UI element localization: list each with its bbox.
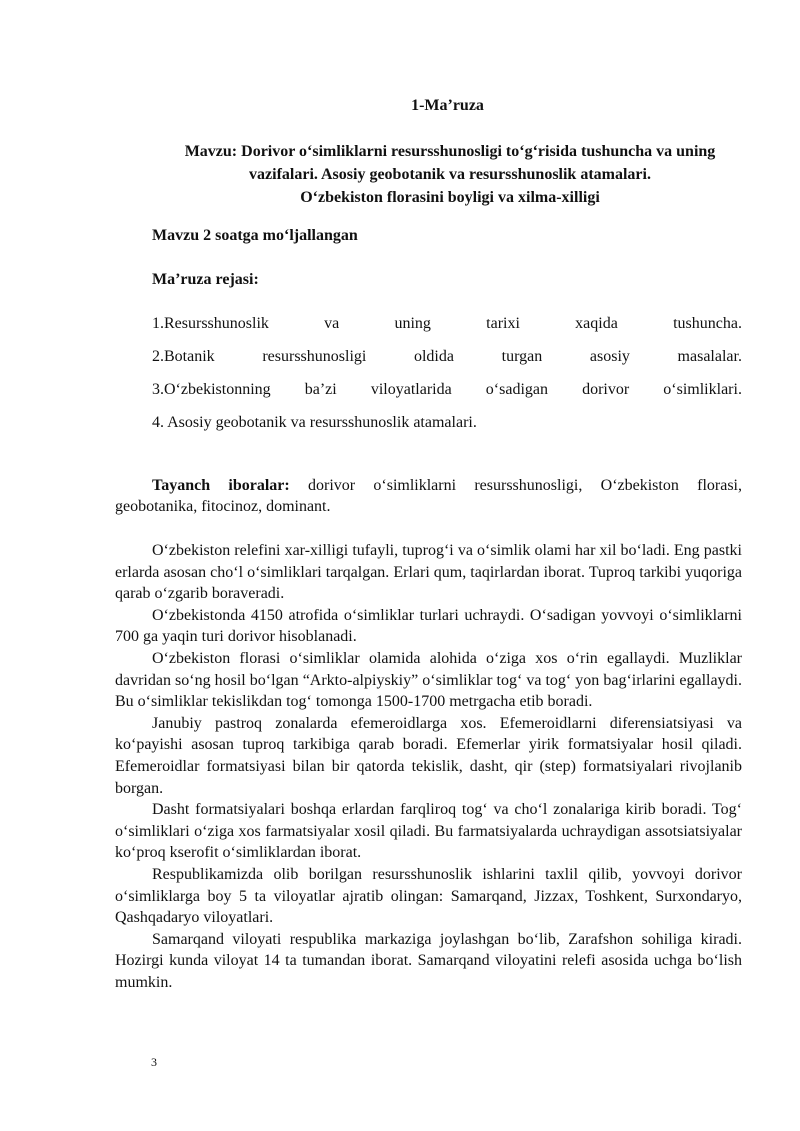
- plan-word: dorivor: [582, 381, 630, 398]
- plan-word: 3.O‘zbekistonning: [152, 381, 271, 398]
- keywords-paragraph: [115, 475, 742, 517]
- lecture-plan: [152, 313, 742, 445]
- plan-word: turgan: [501, 348, 543, 365]
- plan-word: asosiy: [589, 348, 630, 365]
- plan-word: 4. Asosiy geobotanik va resursshunoslik atamalari.: [152, 414, 477, 431]
- topic-line: Mavzu: Dorivor o‘simliklarni resursshunosligi to‘g‘risida tushuncha va uning: [184, 143, 716, 160]
- paragraph: Respublikamizda olib borilgan resursshunoslik ishlarini taxlil qilib, yovvoyi dorivor o‘simliklarga boy 5 ta viloyatlar ajratib olingan: Samarqand, Jizzax, Toshkent, Surxondaryo, Qashqadaryo viloyatlari.: [115, 865, 742, 927]
- paragraph: O‘zbekiston florasi o‘simliklar olamida alohida o‘ziga xos o‘rin egallaydi. Muzliklar davridan so‘ng hosil bo‘lgan “Arkto-alpiyskiy” o‘simliklar tog‘ va tog‘ yon bag‘irlarini egallaydi. Bu o‘simliklar tekislikdan tog‘ tomonga 1500-1700 metrgacha etib boradi.: [115, 649, 742, 711]
- plan-item: [152, 379, 742, 412]
- topic-line: vazifalari. Asosiy geobotanik va resursshunoslik atamalari.: [249, 166, 651, 183]
- plan-word: oldida: [413, 348, 454, 365]
- topic-line: O‘zbekiston florasini boyligi va xilma-xilligi: [300, 189, 600, 206]
- keywords-label: Tayanch iboralar:: [152, 477, 290, 494]
- plan-word: o‘sadigan: [485, 381, 548, 398]
- paragraph: O‘zbekiston relefini xar-xilligi tufayli, tuprog‘i va o‘simlik olami har xil bo‘ladi. Eng pastki erlarda asosan cho‘l o‘simliklari tarqalgan. Erlari qum, taqirlardan iborat. Tuproq tarkibi yuqoriga qarab o‘zgarib boraveradi.: [115, 542, 742, 603]
- plan-word: viloyatlarida: [370, 381, 452, 398]
- plan-word: tushuncha.: [673, 315, 742, 332]
- paragraph: Samarqand viloyati respublika markaziga joylashgan bo‘lib, Zarafshon sohiliga kiradi. Hozirgi kunda viloyat 14 ta tumandan iborat. Samarqand viloyatini relefi asosida uchga bo‘lish mumkin.: [115, 930, 742, 991]
- plan-item: [152, 313, 742, 346]
- lecture-topic: [140, 140, 760, 209]
- plan-word: 2.Botanik: [152, 348, 215, 365]
- plan-title: Ma’ruza rejasi:: [152, 271, 259, 288]
- plan-word: uning: [394, 315, 431, 332]
- plan-word: xaqida: [575, 315, 618, 332]
- plan-word: resursshunosligi: [262, 348, 367, 365]
- plan-word: ba’zi: [304, 381, 337, 398]
- body-text: [115, 540, 742, 993]
- plan-word: o‘simliklari.: [663, 381, 742, 398]
- page-number: 3: [151, 1055, 157, 1069]
- paragraph: Janubiy pastroq zonalarda efemeroidlarga xos. Efemeroidlarni diferensiatsiyasi va ko‘payishi asosan tuproq tarkibiga qarab boradi. Efemerlar yirik formatsiyalar hosil qiladi. Efemeroidlar formatsiyasi bilan bir qatorda tekislik, dasht, qir (step) formatsiyalari rivojlanib borgan.: [115, 714, 742, 797]
- keywords-text: dorivor o‘simliklarni resursshunosligi, O‘zbekiston florasi, geobotanika, fitocinoz, dominant.: [115, 477, 742, 515]
- plan-item: [152, 412, 742, 445]
- plan-word: 1.Resursshunoslik: [152, 315, 269, 332]
- plan-word: va: [324, 315, 340, 332]
- paragraph: O‘zbekistonda 4150 atrofida o‘simliklar turlari uchraydi. O‘sadigan yovvoyi o‘simliklarni 700 ga yaqin turi dorivor hisoblanadi.: [115, 606, 742, 646]
- plan-word: masalalar.: [677, 348, 742, 365]
- lecture-number: 1-Ma’ruza: [411, 97, 484, 114]
- paragraph: Dasht formatsiyalari boshqa erlardan farqliroq tog‘ va cho‘l zonalariga kirib boradi. Tog‘ o‘simliklari o‘ziga xos farmatsiyalar xosil qiladi. Bu farmatsiyalarda uchraydigan assotsiatsiyalar ko‘proq kserofit o‘simliklardan iborat.: [115, 801, 742, 862]
- plan-item: [152, 346, 742, 379]
- duration-note: Mavzu 2 soatga mo‘ljallangan: [152, 227, 358, 244]
- plan-word: tarixi: [486, 315, 520, 332]
